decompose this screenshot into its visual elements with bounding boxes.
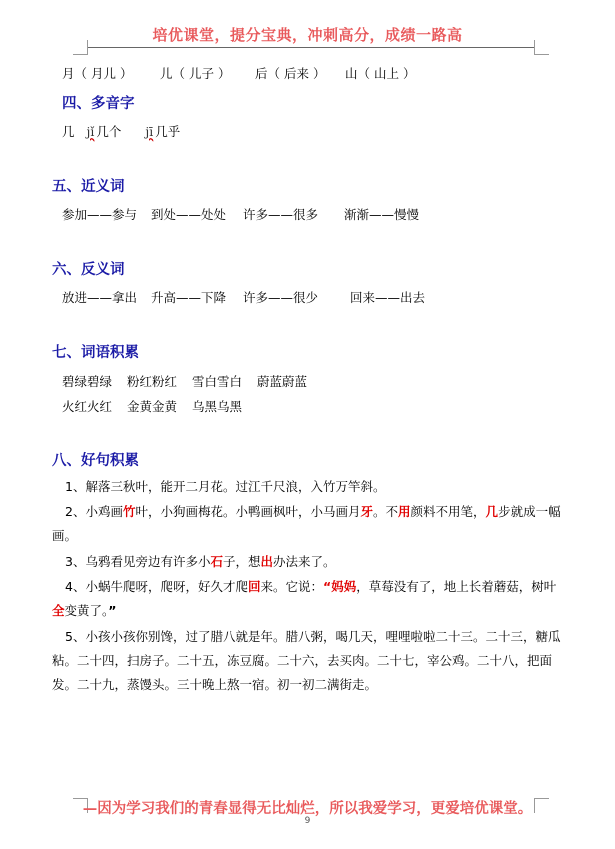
pinyin-ji1: jī [145, 124, 154, 139]
word-item: 金黄金黄 [127, 399, 178, 414]
pair-char: 月 [62, 66, 75, 81]
antonym-item: 许多——很少 [243, 290, 319, 305]
antonym-item: 升高——下降 [151, 290, 227, 305]
polyphone-char: 几 [62, 124, 75, 139]
pinyin-ji3: jǐ [86, 124, 95, 139]
word-item: 粉红粉红 [127, 374, 178, 389]
highlight-char: 全 [52, 603, 65, 618]
highlight-char: 用 [398, 504, 411, 519]
sentence-3: 3、乌鸦看见旁边有许多小石子，想出办法来了。 [65, 554, 336, 569]
word-pair [345, 64, 415, 82]
section-heading-polyphone: 四、多音字 [62, 96, 135, 112]
word-pair [160, 64, 230, 82]
word-item: 雪白雪白 [192, 374, 243, 389]
section-heading-good-sentences: 八、好句积累 [52, 453, 139, 469]
pair-word: （ 后来 ） [267, 66, 326, 81]
highlight-char: 出 [260, 554, 274, 569]
pair-char: 山 [345, 66, 358, 81]
polyphone-word: 几乎 [155, 124, 181, 139]
section-heading-word-accumulation: 七、词语积累 [52, 345, 139, 361]
word-item: 碧绿碧绿 [62, 374, 113, 389]
pair-word: （ 山上 ） [357, 66, 416, 81]
sentence-5: 5、小孩小孩你别馋，过了腊八就是年。腊八粥，喝几天，哩哩啦啦二十三。二十三，糖瓜粘。二十四，扫房子。二十五，冻豆腐。二十六，去买肉。二十七，宰公鸡。二十八，把面发。二十九，蒸馒头。三十晚上熬一宿。初一初二满街走。 [52, 629, 561, 692]
polyphone-line [62, 122, 180, 140]
highlight-char: 几 [485, 504, 499, 519]
section-heading-antonyms: 六、反义词 [52, 262, 125, 278]
word-pair [62, 64, 132, 82]
pair-word: （ 儿子 ） [172, 66, 231, 81]
synonym-item: 到处——处处 [151, 207, 227, 222]
antonym-item: 放进——拿出 [62, 290, 138, 305]
corner-mark-top-left [73, 40, 88, 55]
header-rule [88, 47, 534, 48]
page-footer: —因为学习我们的青春显得无比灿烂，所以我爱学习，更爱培优课堂。 [82, 800, 533, 817]
pair-char: 儿 [160, 66, 173, 81]
section-heading-synonyms: 五、近义词 [52, 179, 125, 195]
pair-word: （ 月儿 ） [74, 66, 133, 81]
pair-char: 后 [255, 66, 268, 81]
polyphone-word: 几个 [96, 124, 122, 139]
antonym-item: 回来——出去 [350, 290, 426, 305]
word-item: 蔚蓝蔚蓝 [257, 374, 308, 389]
highlight-char: 牙 [360, 504, 373, 519]
sentence-1: 1、解落三秋叶，能开二月花。过江千尺浪，入竹万竿斜。 [65, 479, 386, 494]
page-header: 培优课堂，提分宝典，冲刺高分，成绩一路高 [152, 26, 463, 44]
synonym-item: 参加——参与 [62, 207, 138, 222]
highlight-char: 石 [210, 554, 223, 569]
highlight-char: 回 [247, 579, 261, 594]
word-pair [255, 64, 325, 82]
page-number: 9 [304, 816, 311, 826]
corner-mark-top-right [534, 40, 549, 55]
sentence-4: 4、小蜗牛爬呀，爬呀，好久才爬回来。它说：“妈妈，草莓没有了，地上长着蘑菇，树叶全变黄了。” [52, 579, 557, 618]
highlight-char: 竹 [122, 504, 136, 519]
word-item: 火红火红 [62, 399, 113, 414]
word-item: 乌黑乌黑 [192, 399, 243, 414]
synonym-item: 许多——很多 [243, 207, 319, 222]
highlight-word: “妈妈 [323, 579, 357, 594]
synonym-item: 渐渐——慢慢 [344, 207, 420, 222]
sentence-2: 2、小鸡画竹叶，小狗画梅花。小鸭画枫叶，小马画月牙。不用颜料不用笔，几步就成一幅画。 [52, 504, 561, 543]
